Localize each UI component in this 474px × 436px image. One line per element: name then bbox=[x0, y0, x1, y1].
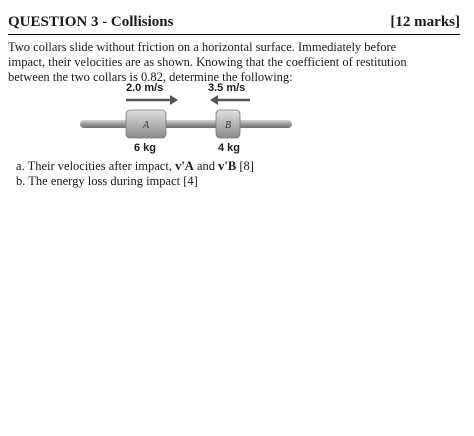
problem-line-3: between the two collars is 0.82, determine the following: bbox=[8, 70, 293, 84]
rod bbox=[80, 120, 292, 128]
velocity-b-label: 3.5 m/s bbox=[208, 82, 246, 94]
question-header bbox=[8, 14, 460, 31]
part-a bbox=[16, 159, 254, 174]
part-a-and: and bbox=[193, 159, 219, 173]
part-a-prefix: a. Their velocities after impact, bbox=[16, 159, 176, 173]
arrow-a-right bbox=[126, 95, 178, 105]
problem-statement bbox=[8, 40, 464, 85]
mass-b-label: 4 kg bbox=[218, 142, 241, 154]
collision-figure bbox=[80, 80, 300, 160]
question-parts bbox=[16, 159, 254, 189]
question-marks: [12 marks] bbox=[390, 14, 460, 30]
collar-a-label: A bbox=[142, 120, 150, 131]
collar-b-label: B bbox=[224, 120, 232, 131]
collision-diagram bbox=[80, 80, 300, 160]
part-a-marks: [8] bbox=[236, 159, 254, 173]
arrow-b-left bbox=[210, 95, 250, 105]
part-a-va: v'A bbox=[175, 159, 194, 173]
question-title: QUESTION 3 - Collisions bbox=[8, 14, 174, 30]
problem-line-1: Two collars slide without friction on a horizontal surface. Immediately before bbox=[8, 40, 397, 54]
velocity-a-label: 2.0 m/s bbox=[126, 82, 164, 94]
header-rule bbox=[8, 34, 460, 35]
part-b: b. The energy loss during impact [4] bbox=[16, 174, 198, 188]
part-a-vb: v'B bbox=[218, 159, 237, 173]
problem-line-2: impact, their velocities are as shown. Knowing that the coefficient of restitution bbox=[8, 55, 407, 69]
mass-a-label: 6 kg bbox=[134, 142, 157, 154]
